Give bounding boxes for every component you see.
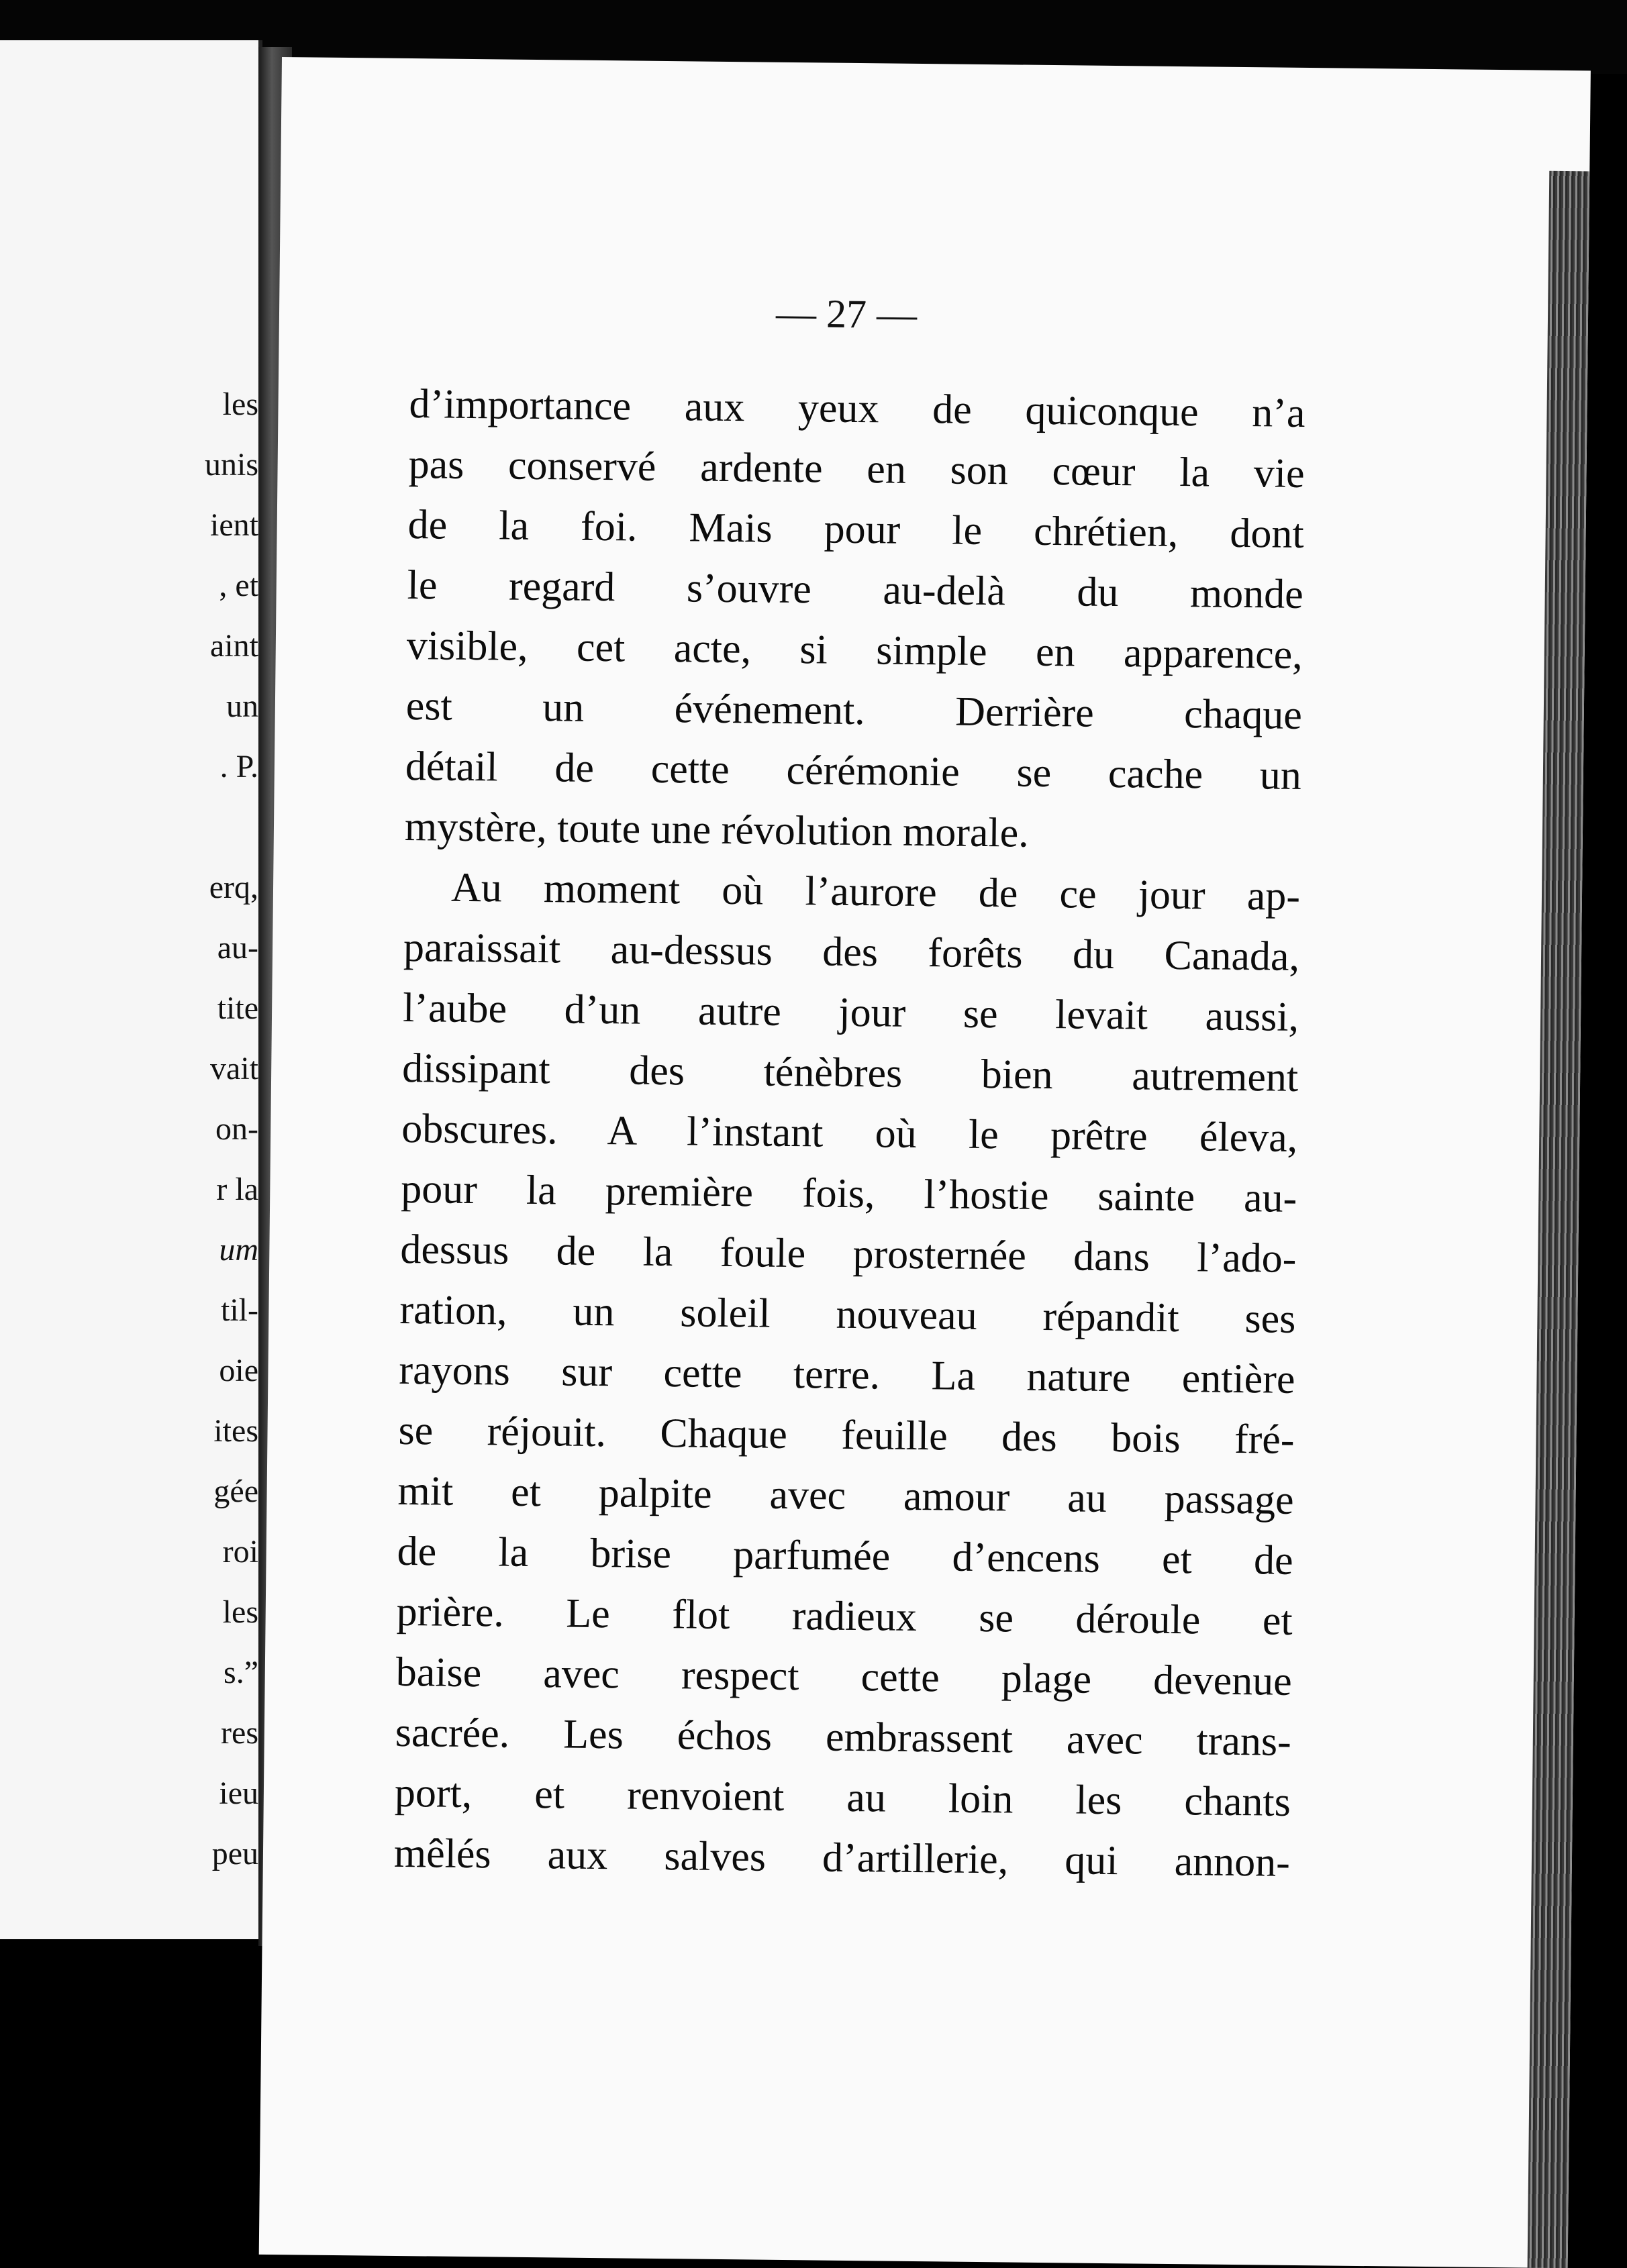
left-line: unis bbox=[204, 447, 258, 482]
left-line: on- bbox=[215, 1111, 258, 1147]
left-line: erq, bbox=[209, 870, 258, 905]
text-line: est un événement. Derrière chaque bbox=[405, 682, 1303, 738]
left-line: ient bbox=[210, 507, 258, 543]
text-line: sacrée. Les échos embrassent avec trans- bbox=[395, 1709, 1292, 1765]
left-line: peu bbox=[211, 1836, 258, 1871]
left-line: r la bbox=[216, 1172, 258, 1207]
left-page bbox=[0, 40, 262, 1939]
page-edge-stack bbox=[1527, 171, 1590, 2268]
text-line: baise avec respect cette plage devenue bbox=[395, 1649, 1293, 1704]
text-line: obscures. A l’instant où le prêtre éleva, bbox=[401, 1105, 1298, 1161]
left-line: les bbox=[222, 386, 258, 422]
right-page bbox=[259, 57, 1591, 2268]
text-line: pas conservé ardente en son cœur la vie bbox=[408, 442, 1305, 497]
left-line: un bbox=[226, 688, 258, 724]
text-line: d’importance aux yeux de quiconque n’a bbox=[409, 381, 1305, 436]
text-line: détail de cette cérémonie se cache un bbox=[405, 743, 1302, 798]
text-line: mêlés aux salves d’artillerie, qui annon- bbox=[393, 1830, 1291, 1886]
left-line: til- bbox=[221, 1292, 258, 1328]
left-line: oie bbox=[219, 1353, 258, 1388]
text-line: rayons sur cette terre. La nature entière bbox=[399, 1347, 1295, 1402]
text-line: paraissait au-dessus des forêts du Canada, bbox=[403, 924, 1300, 980]
text-line: Au moment où l’aurore de ce jour ap- bbox=[450, 864, 1301, 919]
left-line: au- bbox=[217, 930, 258, 966]
left-line: vait bbox=[210, 1051, 258, 1086]
text-line: pour la première fois, l’hostie sainte au- bbox=[400, 1166, 1297, 1221]
text-line: mystère, toute une révolution morale. bbox=[404, 803, 1030, 856]
text-line: de la foi. Mais pour le chrétien, dont bbox=[407, 502, 1304, 557]
text-line: le regard s’ouvre au-delà du monde bbox=[407, 562, 1304, 617]
body-text bbox=[394, 374, 1305, 1893]
left-line: roi bbox=[222, 1534, 258, 1569]
text-line: ration, un soleil nouveau répandit ses bbox=[399, 1286, 1296, 1342]
page-number: — 27 — bbox=[775, 291, 918, 337]
left-line: tite bbox=[217, 990, 258, 1026]
text-line: l’aube d’un autre jour se levait aussi, bbox=[402, 984, 1299, 1040]
text-line: dessus de la foule prosternée dans l’ado- bbox=[400, 1226, 1297, 1282]
left-line: . P. bbox=[219, 749, 258, 784]
text-line: se réjouit. Chaque feuille des bois fré- bbox=[398, 1407, 1295, 1463]
left-line: s.” bbox=[224, 1655, 258, 1690]
text-line: visible, cet acte, si simple en apparence, bbox=[406, 622, 1303, 678]
left-line: ites bbox=[213, 1413, 258, 1449]
text-line: de la brise parfumée d’encens et de bbox=[397, 1528, 1293, 1584]
text-line: port, et renvoient au loin les chants bbox=[394, 1769, 1291, 1825]
text-line: dissipant des ténèbres bien autrement bbox=[401, 1045, 1299, 1100]
left-line: les bbox=[222, 1594, 258, 1630]
left-line: res bbox=[221, 1715, 258, 1751]
left-line: gée bbox=[213, 1474, 258, 1509]
text-line: mit et palpite avec amour au passage bbox=[397, 1467, 1294, 1523]
text-line: prière. Le flot radieux se déroule et bbox=[396, 1588, 1293, 1644]
left-line: ieu bbox=[219, 1775, 258, 1811]
left-line: um bbox=[219, 1232, 258, 1268]
left-line: , et bbox=[219, 568, 258, 603]
left-line: aint bbox=[210, 628, 258, 664]
